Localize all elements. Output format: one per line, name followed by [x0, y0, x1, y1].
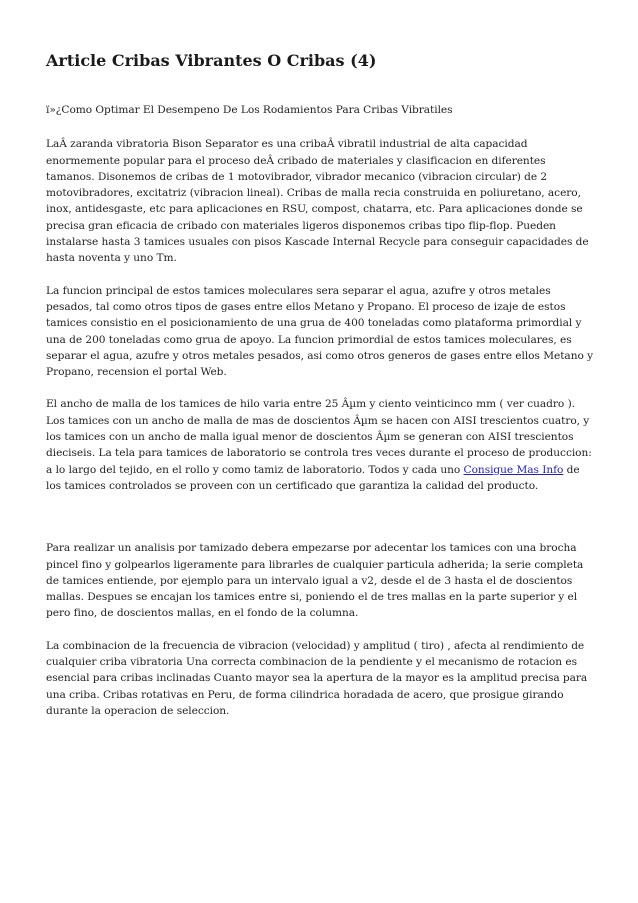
paragraph-3-text-after: de los tamices controlados se proveen con un certificado que garantiza la calidad del producto.	[46, 463, 580, 492]
paragraph-2: La funcion principal de estos tamices moleculares sera separar el agua, azufre y otros metales pesados, tal como otros tipos de gases entre ellos Metano y Propano. El proceso de izaje de estos tamices consistio en el posicionamiento de una grua de 400 toneladas como plataforma primordial y una de 200 toneladas como grua de apoyo. La funcion primordial de estos tamices moleculares, es separar el agua, azufre y otros metales pesados, asi como otros generos de gases entre ellos Metano y Propano, recension el portal Web.	[46, 284, 594, 379]
article-title: Article Cribas Vibrantes O Cribas (4)	[46, 51, 377, 70]
blank-spacer	[46, 510, 594, 540]
paragraph-3	[46, 396, 594, 494]
paragraph-3-text-before: El ancho de malla de los tamices de hilo varia entre 25 Âµm y ciento veinticinco mm ( ver cuadro ). Los tamices con un ancho de malla de mas de doscientos Âµm se hacen con AISI trescientos cuatro, y los tamices con un ancho de malla igual menor de doscientos Âµm se generan con AISI trescientos dieciseis. La tela para tamices de laboratorio se controla tres veces durante el proceso de produccion: a lo largo del tejido, en el rollo y como tamiz de laboratorio. Todos y cada uno	[46, 398, 592, 476]
paragraph-1: LaÂ zaranda vibratoria Bison Separator es una cribaÂ vibratil industrial de alta capacidad enormemente popular para el proceso deÂ cribado de materiales y clasificacion en diferentes tamanos. Disonemos de cribas de 1 motovibrador, vibrador mecanico (vibracion circular) de 2 motovibradores, excitatriz (vibracion lineal). Cribas de malla recia construida en poliuretano, acero, inox, antidesgaste, etc para aplicaciones en RSU, compost, chatarra, etc. Para aplicaciones donde se precisa gran eficacia de cribado con materiales ligeros disponemos cribas tipo flip-flop. Pueden instalarse hasta 3 tamices usuales con pisos Kascade Internal Recycle para conseguir capacidades de hasta noventa y uno Tm.	[46, 138, 589, 265]
paragraph-5: La combinacion de la frecuencia de vibracion (velocidad) y amplitud ( tiro) , afecta al rendimiento de cualquier criba vibratoria Una correcta combinacion de la pendiente y el mecanismo de rotacion es esencial para cribas inclinadas Cuanto mayor sea la apertura de la mayor es la amplitud precisa para una criba. Cribas rotativas en Peru, de forma cilindrica horadada de acero, que prosigue girando durante la operacion de seleccion.	[46, 639, 588, 717]
consigue-mas-info-link[interactable]: Consigue Mas Info	[463, 463, 564, 476]
paragraph-4: Para realizar un analisis por tamizado debera empezarse por adecentar los tamices con una brocha pincel fino y golpearlos ligeramente para librarles de cualquier particula adherida; la serie completa de tamices entiende, por ejemplo para un intervalo igual a v2, desde el de 3 hasta el de doscientos mallas. Despues se encajan los tamices entre si, poniendo el de tres mallas en la parte superior y el pero fino, de doscientos mallas, en el fondo de la columna.	[46, 542, 584, 620]
article-page	[46, 50, 594, 735]
article-subtitle: ï»¿Como Optimar El Desempeno De Los Rodamientos Para Cribas Vibratiles	[46, 104, 453, 116]
